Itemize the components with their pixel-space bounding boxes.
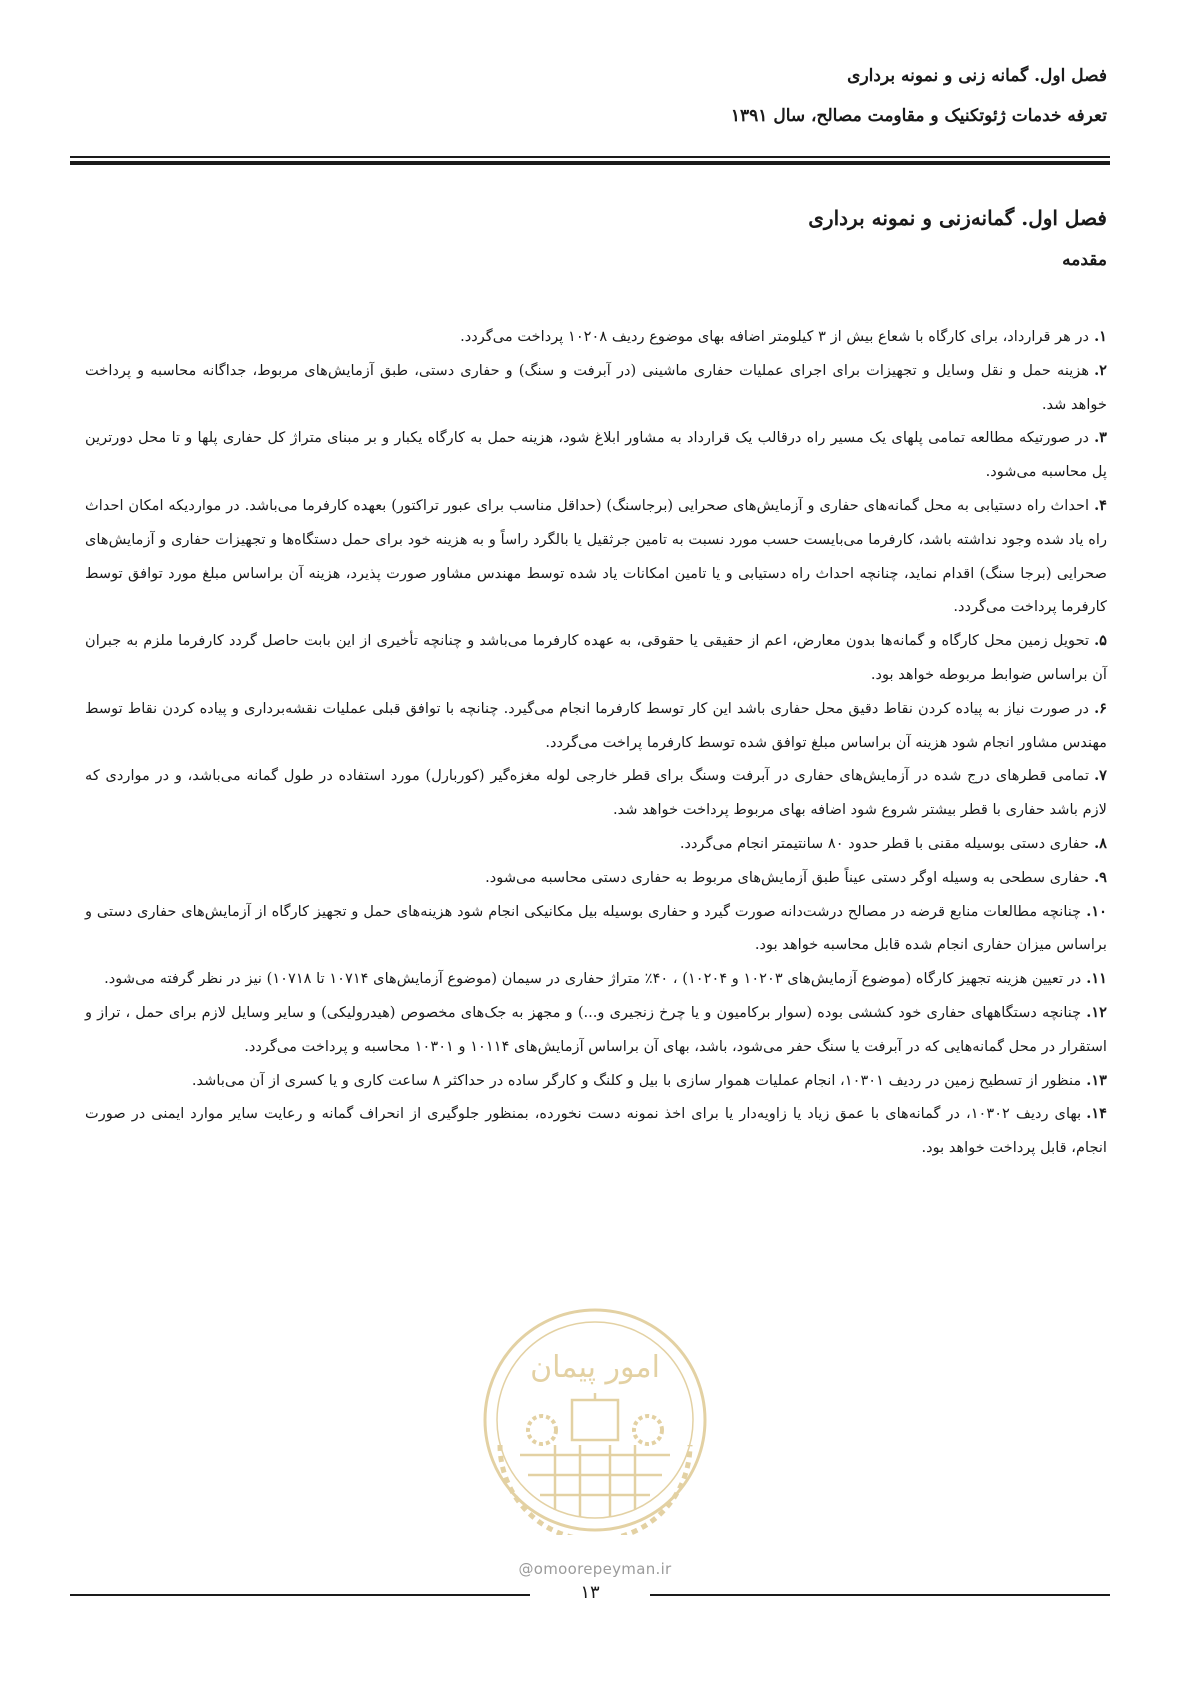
- chapter-title: فصل اول. گمانه‌زنی و نمونه برداری: [808, 206, 1107, 230]
- item-number: ۴.: [1094, 496, 1107, 514]
- item-number: ۶.: [1094, 699, 1107, 717]
- header-rule-thin: [70, 156, 1110, 158]
- list-item: [85, 624, 1107, 692]
- item-text: بهای ردیف ۱۰۳۰۲، در گمانه‌های با عمق زیاد یا زاویه‌دار یا برای اخذ نمونه دست نخورده، بمنظور جلوگیری از انحراف گمانه و رعایت سایر موارد ایمنی در صورت انجام، قابل پرداخت خواهد بود.: [85, 1105, 1107, 1157]
- item-number: ۵.: [1094, 632, 1107, 650]
- item-number: ۱.: [1094, 328, 1107, 345]
- list-item: [85, 692, 1107, 760]
- item-text: چنانچه دستگاههای حفاری خود کششی بوده (سوار برکامیون و یا چرخ زنجیری و...) و مجهز به جک‌های مخصوص (هیدرولیکی) و سایر وسایل لازم برای حمل ، تراز و استقرار در محل گمانه‌هایی که در آبرفت یا سنگ حفر می‌شود، باشد، بهای آن براساس آزمایش‌های ۱۰۱۱۴ و ۱۰۳۰۱ محاسبه و پرداخت می‌گردد.: [85, 1003, 1107, 1055]
- list-item: [85, 962, 1107, 996]
- list-item: [85, 354, 1107, 422]
- item-number: ۱۲.: [1086, 1003, 1107, 1021]
- item-text: منظور از تسطیح زمین در ردیف ۱۰۳۰۱، انجام عملیات هموار سازی با بیل و کلنگ و کارگر ساده در حداکثر ۸ ساعت کاری و یا کسری از آن می‌باشد.: [191, 1071, 1082, 1089]
- item-text: در تعیین هزینه تجهیز کارگاه (موضوع آزمایش‌های ۱۰۲۰۳ و ۱۰۲۰۴) ، ۴۰٪ متراژ حفاری در سیمان (موضوع آزمایش‌های ۱۰۷۱۴ تا ۱۰۷۱۸) نیز در نظر گرفته می‌شود.: [104, 970, 1082, 988]
- item-text: احداث راه دستیابی به محل گمانه‌های حفاری و آزمایش‌های صحرایی (برجاسنگ) (حداقل مناسب برای عبور تراکتور) بعهده کارفرما می‌باشد. در مواردیکه امکان احداث راه یاد شده وجود نداشته باشد، کارفرما می‌بایست حسب مورد نسبت به تامین جرثقیل یا بالگرد راساً و به هزینه خود برای حمل دستگاه‌ها و تجهیزات حفاری و آزمایش‌های صحرایی (برجا سنگ) اقدام نماید، چنانچه احداث راه دستیابی و یا تامین امکانات یاد شده توسط مهندس مشاور صورت پذیرد، هزینه آن براساس مبلغ مورد توافق توسط کارفرما پرداخت می‌گردد.: [85, 496, 1107, 616]
- item-text: چنانچه مطالعات منابع قرضه در مصالح درشت‌دانه صورت گیرد و حفاری بوسیله بیل مکانیکی انجام شود هزینه‌های حمل و تجهیز کارگاه از آزمایش‌های حفاری دستی و براساس میزان حفاری انجام شده قابل محاسبه خواهد بود.: [85, 902, 1107, 954]
- body-text: [85, 320, 1107, 1165]
- watermark-stamp-icon: [480, 1305, 710, 1535]
- item-number: ۷.: [1094, 767, 1107, 785]
- item-text: تحویل زمین محل کارگاه و گمانه‌ها بدون معارض، اعم از حقیقی یا حقوقی، به عهده کارفرما می‌باشد و چنانچه تأخیری از این بابت حاصل گردد کارفرما ملزم به جبران آن براساس ضوابط مربوطه خواهد بود.: [85, 632, 1107, 683]
- item-text: در هر قرارداد، برای کارگاه با شعاع بیش از ۳ کیلومتر اضافه بهای موضوع ردیف ۱۰۲۰۸ پرداخت می‌گردد.: [460, 328, 1090, 345]
- item-number: ۱۴.: [1086, 1105, 1107, 1123]
- section-title: مقدمه: [1062, 250, 1107, 270]
- list-item: [85, 759, 1107, 827]
- running-header-chapter: فصل اول. گمانه زنی و نمونه برداری: [847, 66, 1107, 86]
- footer-rule-right: [650, 1594, 1110, 1596]
- item-number: ۹.: [1094, 868, 1107, 886]
- item-number: ۱۳.: [1086, 1071, 1107, 1089]
- item-text: در صورت نیاز به پیاده کردن نقاط دقیق محل حفاری باشد این کار توسط کارفرما انجام می‌گیرد. چنانچه با توافق قبلی عملیات نقشه‌برداری و پیاده کردن نقاط توسط مهندس مشاور انجام شود هزینه آن براساس مبلغ توافق شده توسط کارفرما پراخت می‌گردد.: [85, 699, 1107, 751]
- list-item: [85, 1097, 1107, 1165]
- watermark-site: @omoorepeyman.ir: [518, 1560, 672, 1578]
- list-item: [85, 489, 1107, 624]
- list-item: [85, 827, 1107, 861]
- item-text: هزینه حمل و نقل وسایل و تجهیزات برای اجرای عملیات حفاری ماشینی (در آبرفت و سنگ) و حفاری دستی، طبق آزمایش‌های مربوط، جداگانه محاسبه و پرداخت خواهد شد.: [85, 361, 1107, 413]
- list-item: [85, 320, 1107, 354]
- list-item: [85, 1064, 1107, 1098]
- list-item: [85, 861, 1107, 895]
- list-item: [85, 895, 1107, 963]
- item-number: ۸.: [1094, 834, 1107, 852]
- page-number: ۱۳: [580, 1582, 600, 1603]
- item-text: حفاری دستی بوسیله مقنی با قطر حدود ۸۰ سانتیمتر انجام می‌گردد.: [679, 834, 1090, 852]
- item-number: ۲.: [1094, 361, 1107, 379]
- item-number: ۱۱.: [1086, 970, 1107, 988]
- item-text: تمامی قطرهای درج شده در آزمایش‌های حفاری در آبرفت وسنگ برای قطر خارجی لوله مغزه‌گیر (کوربارل) مورد استفاده در طول گمانه می‌باشد، و در مواردی که لازم باشد حفاری با قطر بیشتر شروع شود اضافه بهای مربوط پرداخت خواهد شد.: [85, 767, 1107, 819]
- stamp-text: امور پیمان: [530, 1350, 660, 1385]
- running-header-tariff: تعرفه خدمات ژئوتکنیک و مقاومت مصالح، سال ۱۳۹۱: [730, 106, 1107, 126]
- item-number: ۱۰.: [1086, 902, 1107, 920]
- item-text: حفاری سطحی به وسیله اوگر دستی عیناً طبق آزمایش‌های مربوط به حفاری دستی محاسبه می‌شود.: [485, 868, 1090, 886]
- header-rule-thick: [70, 161, 1110, 165]
- list-item: [85, 996, 1107, 1064]
- item-number: ۳.: [1094, 429, 1107, 447]
- footer-rule-left: [70, 1594, 530, 1596]
- item-text: در صورتیکه مطالعه تمامی پلهای یک مسیر راه درقالب یک قرارداد به مشاور ابلاغ شود، هزینه حمل به کارگاه یکبار و بر مبنای متراژ کل حفاری پلها و تا محل دورترین پل محاسبه می‌شود.: [85, 429, 1107, 481]
- list-item: [85, 421, 1107, 489]
